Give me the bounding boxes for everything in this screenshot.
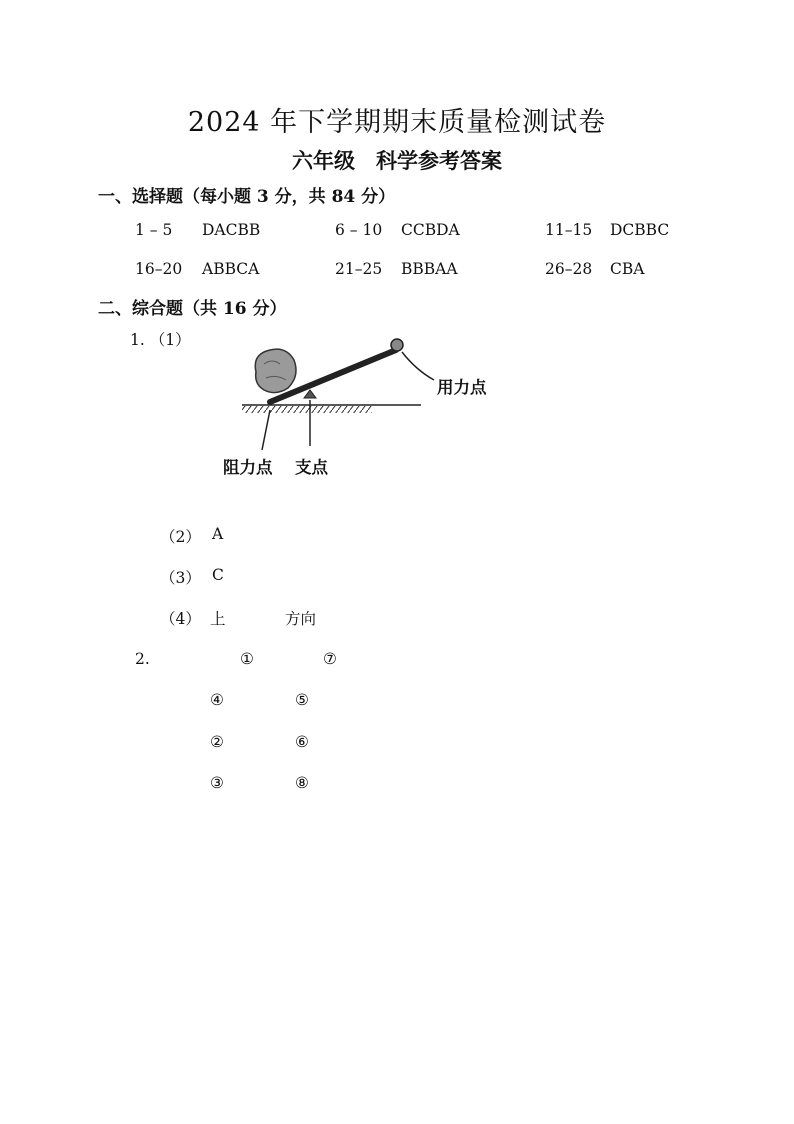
circled-answer: ④	[210, 691, 224, 709]
fulcrum-shape	[304, 390, 316, 398]
effort-knob	[391, 339, 403, 351]
resistance-point-label: 阻力点	[223, 458, 273, 477]
answer-range: 16–20	[135, 260, 183, 278]
section2-heading: 二、综合题（共 16 分）	[98, 299, 287, 319]
answer-letters: BBBAA	[401, 260, 458, 278]
answer-range: 6 – 10	[335, 221, 383, 239]
answer-range: 1 – 5	[135, 221, 173, 239]
part-answer: 上	[210, 610, 226, 628]
circled-answer: ①	[240, 650, 254, 668]
question-1-label: 1. （1）	[130, 331, 191, 349]
fulcrum-label: 支点	[295, 458, 328, 477]
part-label: （3）	[160, 569, 201, 587]
circled-answer: ⑤	[295, 691, 309, 709]
effort-pointer-line	[402, 352, 434, 380]
answer-letters: DACBB	[202, 221, 261, 239]
section1-heading: 一、选择题（每小题 3 分，共 84 分）	[98, 187, 396, 207]
answer-range: 21–25	[335, 260, 383, 278]
resistance-pointer-line	[262, 410, 270, 450]
lever-diagram	[236, 330, 516, 480]
answer-range: 11–15	[545, 221, 593, 239]
answer-letters: CBA	[610, 260, 645, 278]
circled-answer: ⑧	[295, 774, 309, 792]
part-label: （2）	[160, 528, 201, 546]
rock-load	[255, 349, 296, 392]
part-answer: A	[212, 525, 224, 543]
ground-hatching	[242, 406, 372, 413]
circled-answer: ②	[210, 733, 224, 751]
answer-letters: ABBCA	[202, 260, 260, 278]
part-label: （4）	[160, 610, 201, 628]
page-title: 2024 年下学期期末质量检测试卷	[187, 107, 607, 138]
answer-letters: DCBBC	[610, 221, 670, 239]
circled-answer: ③	[210, 774, 224, 792]
part-answer: C	[212, 566, 224, 584]
effort-point-label: 用力点	[437, 378, 487, 397]
answer-range: 26–28	[545, 260, 593, 278]
answer-letters: CCBDA	[401, 221, 460, 239]
question-2-label: 2.	[135, 650, 150, 668]
circled-answer: ⑦	[323, 650, 337, 668]
page-subtitle: 六年级 科学参考答案	[292, 148, 502, 173]
part-answer-extra: 方向	[285, 610, 317, 628]
circled-answer: ⑥	[295, 733, 309, 751]
